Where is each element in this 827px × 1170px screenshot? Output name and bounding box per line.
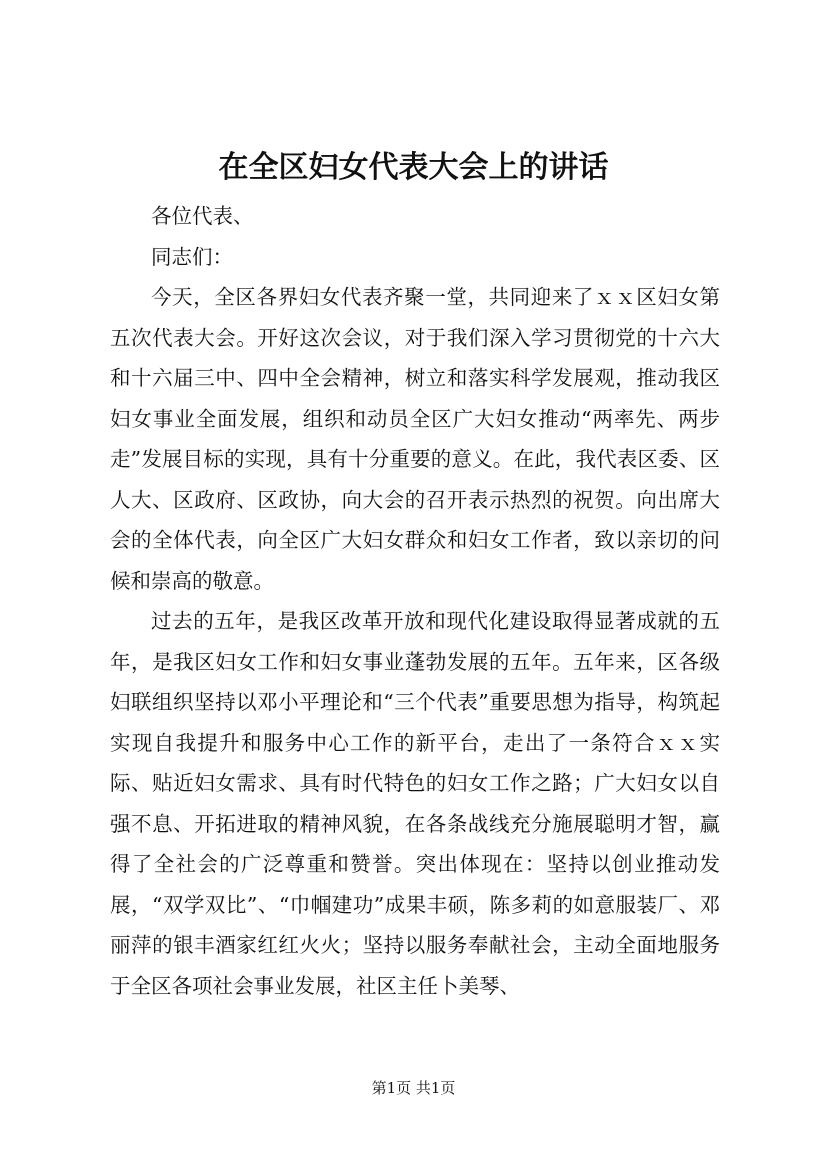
document-title: 在全区妇女代表大会上的讲话: [218, 150, 609, 185]
salutation-line-2: 同志们：: [151, 244, 233, 269]
salutation-line-1: 各位代表、: [151, 204, 254, 228]
document-body: [110, 196, 720, 1006]
page-number-footer: 第1页 共1页: [371, 1079, 456, 1097]
paragraph-opening: 今天，全区各界妇女代表齐聚一堂，共同迎来了ｘｘ区妇女第五次代表大会。开好这次会议，对于我们深入学习贯彻党的十六大和十六届三中、四中全会精神，树立和落实科学发展观，推动我区妇女事业全面发展，组织和动员全区广大妇女推动“两率先、两步走”发展目标的实现，具有十分重要的意义。在此，我代表区委、区人大、区政府、区政协，向大会的召开表示热烈的祝贺。向出席大会的全体代表，向全区广大妇女群众和妇女工作者，致以亲切的问候和崇高的敬意。: [110, 285, 720, 593]
paragraph-review: 过去的五年，是我区改革开放和现代化建设取得显著成就的五年，是我区妇女工作和妇女事业蓬勃发展的五年。五年来，区各级妇联组织坚持以邓小平理论和“三个代表”重要思想为指导，构筑起实现自我提升和服务中心工作的新平台，走出了一条符合ｘｘ实际、贴近妇女需求、具有时代特色的妇女工作之路；广大妇女以自强不息、开拓进取的精神风貌，在各条战线充分施展聪明才智，赢得了全社会的广泛尊重和赞誉。突出体现在：坚持以创业推动发展，“双学双比”、“巾帼建功”成果丰硕，陈多莉的如意服装厂、邓丽萍的银丰酒家红红火火；坚持以服务奉献社会，主动全面地服务于全区各项社会事业发展，社区主任卜美琴、: [110, 609, 720, 998]
